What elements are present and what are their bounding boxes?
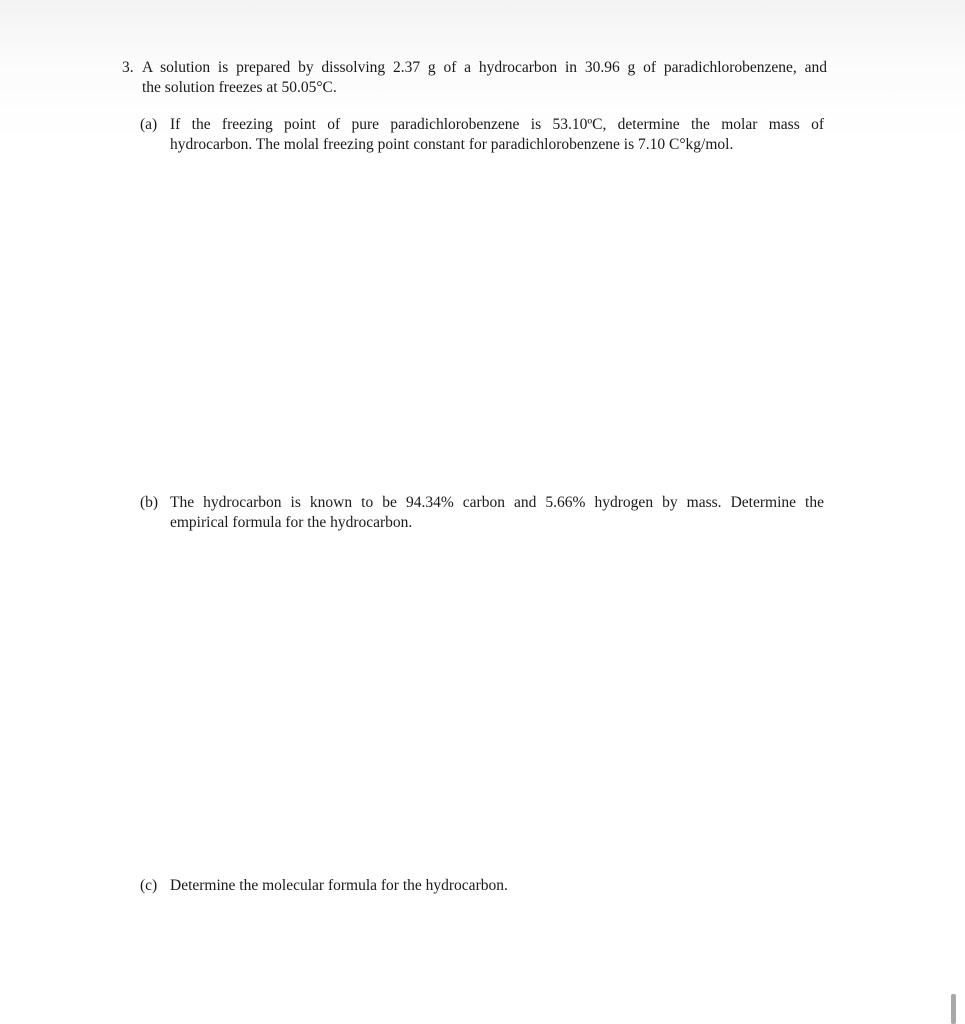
part-b [140,493,824,533]
question-stem [142,58,827,98]
question-stem-line-2: the solution freezes at 50.05°C. [142,79,337,96]
part-a-label: (a) [140,116,158,133]
part-a-line-1: If the freezing point of pure paradichlorobenzene is 53.10ºC, determine the molar mass of [170,116,824,133]
question-stem-line-1: A solution is prepared by dissolving 2.37 g of a hydrocarbon in 30.96 g of paradichlorobenzene, and [142,59,827,76]
part-b-text [170,493,824,533]
scrollbar-thumb[interactable] [951,994,956,1024]
part-a-text [170,115,824,155]
part-b-line-1: The hydrocarbon is known to be 94.34% carbon and 5.66% hydrogen by mass. Determine the [170,494,824,511]
part-a [140,115,824,155]
part-b-label: (b) [140,494,159,511]
part-c [140,876,824,896]
question-number: 3. [122,59,134,76]
part-c-line-1: Determine the molecular formula for the hydrocarbon. [170,877,508,894]
question-3 [122,58,827,98]
part-c-label: (c) [140,877,158,894]
part-b-line-2: empirical formula for the hydrocarbon. [170,514,413,531]
part-c-text [170,876,824,896]
part-a-line-2: hydrocarbon. The molal freezing point constant for paradichlorobenzene is 7.10 C°kg/mol. [170,136,734,153]
